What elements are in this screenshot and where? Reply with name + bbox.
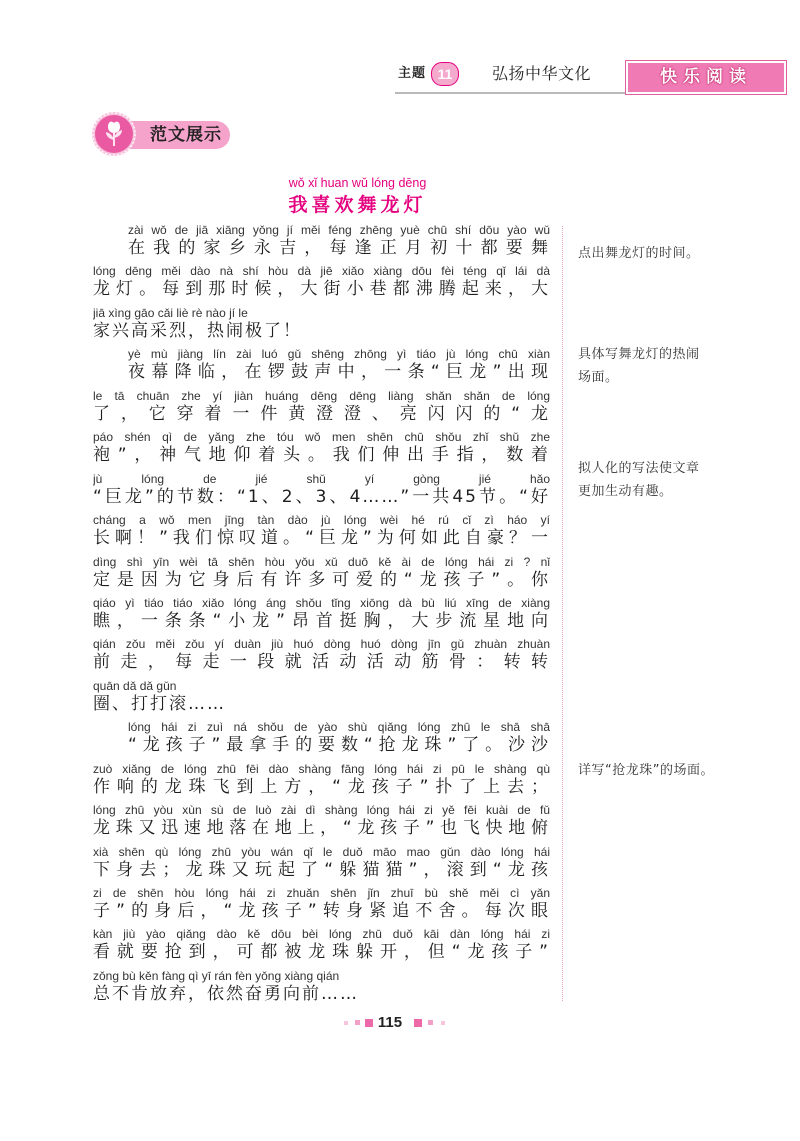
theme-number-badge: 11 (431, 62, 459, 86)
pinyin-line: yè mù jiàng lín zài luó gǔ shēng zhōng yì tiáo jù lóng chū xiàn (128, 347, 550, 362)
text-line: 看就要抢到，可都被龙珠躲开，但“龙孩子” (93, 942, 550, 963)
pinyin-line: zuò xiǎng de lóng zhū fēi dào shàng fāng lóng hái zi pū le shàng qù (93, 761, 550, 776)
text-line: 夜幕降临，在锣鼓声中，一条“巨龙”出现 (128, 362, 550, 383)
pinyin-line: le tā chuān zhe yí jiàn huáng dēng dēng liàng shǎn shǎn de lóng (93, 388, 550, 403)
pinyin-line: zài wǒ de jiā xiāng yǒng jí měi féng zhēng yuè chū shí dōu yào wǔ (128, 223, 550, 237)
page-number-decoration (428, 1020, 433, 1025)
text-line: 圈、打打滚…… (93, 693, 226, 714)
text-line: 袍”，神气地仰着头。我们伸出手指，数着 (93, 445, 550, 466)
text-line: “龙孩子”最拿手的要数“抢龙珠”了。沙沙 (128, 735, 550, 756)
pinyin-line: quān dǎ dǎ gǔn (93, 678, 177, 693)
essay-paragraph (93, 719, 550, 1004)
text-line: 了，它穿着一件黄澄澄、亮闪闪的“龙 (93, 403, 550, 424)
reading-tab-label: 快乐阅读 (660, 67, 752, 87)
text-line: 定是因为它身后有许多可爱的“龙孩子”。你 (93, 569, 550, 590)
text-line: 子”的身后，“龙孩子”转身紧追不舍。每次眼 (93, 901, 550, 921)
flower-icon (91, 111, 137, 157)
page-number: 115 (377, 1014, 403, 1031)
reading-tab (626, 61, 786, 94)
margin-note: 拟人化的写法使文章更加生动有趣。 (578, 461, 700, 499)
essay-paragraph (93, 346, 550, 714)
text-line: 家兴高采烈，热闹极了！ (93, 320, 302, 341)
page-number-decoration (441, 1021, 445, 1025)
pinyin-line: qiáo yì tiáo tiáo xiǎo lóng áng shǒu tǐng xiōng dà bù liú xīng de xiàng (93, 595, 550, 610)
pinyin-line: jù lóng de jié shǔ yí gòng jié hǎo (93, 471, 550, 486)
text-line: 龙珠又迅速地落在地上，“龙孩子”也飞快地俯 (93, 818, 550, 839)
page-number-decoration (344, 1021, 348, 1025)
page-number-decoration (414, 1019, 422, 1027)
text-line: 总不肯放弃，依然奋勇向前…… (93, 983, 359, 1004)
header-rule (395, 92, 627, 94)
pinyin-line: dìng shì yīn wèi tā shēn hòu yǒu xǔ duō kě ài de lóng hái zi ? nǐ (93, 554, 550, 569)
margin-note: 详写“抢龙珠”的场面。 (578, 763, 714, 778)
pinyin-line: lóng zhū yòu xùn sù de luò zài dì shàng lóng hái zi yě fēi kuài de fǔ (93, 803, 550, 818)
essay-body (93, 222, 550, 1009)
unit-title: 弘扬中华文化 (492, 64, 592, 83)
pinyin-line: jiā xìng gāo cǎi liè rè nào jí le (93, 305, 248, 320)
text-line: 长啊！”我们惊叹道。“巨龙”为何如此自豪？一 (93, 528, 550, 549)
pinyin-line: páo shén qì de yǎng zhe tóu wǒ men shēn chū shǒu zhǐ shǔ zhe (93, 430, 550, 445)
essay-title-block (250, 174, 465, 218)
pinyin-line: kàn jiù yào qiǎng dào kě dōu bèi lóng zhū duǒ kāi dàn lóng hái zi (93, 927, 550, 942)
section-label: 范文展示 (150, 125, 222, 145)
pinyin-line: lóng hái zi zuì ná shǒu de yào shù qiǎng lóng zhū le shā shā (128, 720, 550, 735)
theme-label: 主题 (398, 66, 427, 81)
essay-paragraph (93, 222, 550, 341)
text-line: 前走，每走一段就活动活动筋骨：转转 (93, 652, 550, 673)
margin-divider (562, 226, 563, 1001)
text-line: “巨龙”的节数：“1、2、3、4……”一共45节。“好 (93, 486, 550, 507)
pinyin-line: zǒng bù kěn fàng qì yī rán fèn yǒng xiàng qián (93, 968, 340, 983)
margin-note: 具体写舞龙灯的热闹场面。 (578, 347, 700, 385)
margin-note: 点出舞龙灯的时间。 (578, 246, 700, 261)
text-line: 下身去；龙珠又玩起了“躲猫猫”，滚到“龙孩 (93, 859, 550, 880)
text-line: 瞧，一条条“小龙”昂首挺胸，大步流星地向 (93, 610, 550, 631)
page-number-decoration (355, 1020, 360, 1025)
essay-title: 我喜欢舞龙灯 (288, 194, 427, 216)
text-line: 龙灯。每到那时候，大街小巷都沸腾起来，大 (93, 279, 550, 300)
pinyin-line: lóng dēng měi dào nà shí hòu dà jiē xiǎo xiàng dōu fèi téng qǐ lái dà (93, 264, 550, 279)
pinyin-line: zi de shēn hòu lóng hái zi zhuǎn shēn jǐn zhuī bù shě měi cì yǎn (93, 886, 550, 900)
essay-title-pinyin: wǒ xǐ huan wǔ lóng dēng (288, 176, 427, 190)
pinyin-line: qián zǒu měi zǒu yí duàn jiù huó dòng huó dòng jīn gǔ zhuàn zhuàn (93, 637, 550, 652)
pinyin-line: xià shēn qù lóng zhū yòu wán qǐ le duǒ māo mao gǔn dào lóng hái (93, 844, 550, 859)
text-line: 作响的龙珠飞到上方，“龙孩子”扑了上去； (93, 776, 550, 797)
text-line: 在我的家乡永吉，每逢正月初十都要舞 (128, 238, 550, 258)
section-badge (128, 121, 230, 149)
pinyin-line: cháng a wǒ men jīng tàn dào jù lóng wèi hé rú cǐ zì háo yí (93, 513, 550, 528)
